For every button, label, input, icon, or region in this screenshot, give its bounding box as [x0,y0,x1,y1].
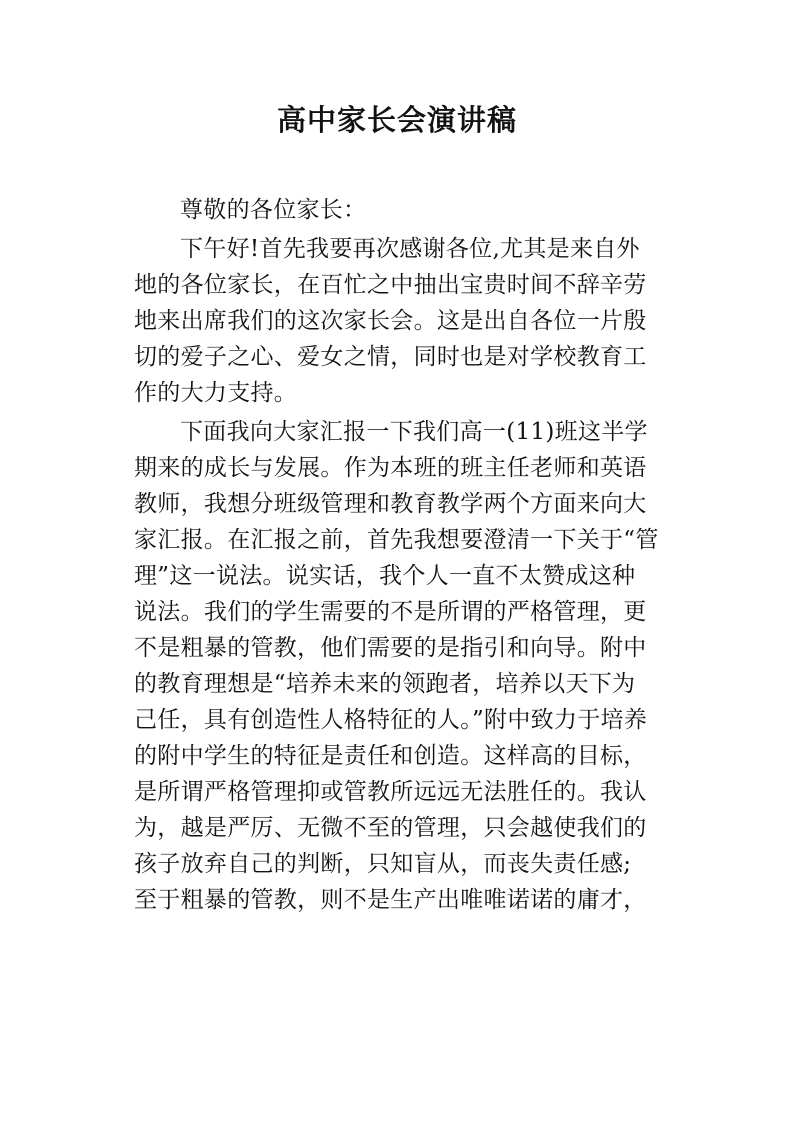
paragraph-2-line-2: 期来的成长与发展。作为本班的班主任老师和英语 [134,455,647,481]
paragraph-2-line-4: 家汇报。在汇报之前，首先我想要澄清一下关于“管 [134,527,659,553]
paragraph-2-line-14: 至于粗暴的管教，则不是生产出唯唯诺诺的庸才， [134,887,647,913]
paragraph-2-line-11: 是所谓严格管理抑或管教所远远无法胜任的。我认 [134,779,647,805]
paragraph-2-line-1: 下面我向大家汇报一下我们高一(11)班这半学 [180,419,648,445]
paragraph-1-line-4: 切的爱子之心、爱女之情，同时也是对学校教育工 [134,344,647,370]
paragraph-2-line-9: 己任，具有创造性人格特征的人。”附中致力于培养 [134,707,648,733]
paragraph-1-line-2: 地的各位家长，在百忙之中抽出宝贵时间不辞辛劳 [134,272,647,298]
salutation-line: 尊敬的各位家长： [180,197,367,223]
paragraph-2-line-10: 的附中学生的特征是责任和创造。这样高的目标， [134,743,647,769]
paragraph-2-line-13: 孩子放弃自己的判断，只知盲从，而丧失责任感; [134,851,632,877]
document-title: 高中家长会演讲稿 [276,103,517,137]
document-body [134,192,664,918]
paragraph-1-line-3: 地来出席我们的这次家长会。这是出自各位一片殷 [134,308,647,334]
paragraph-2-line-3: 教师，我想分班级管理和教育教学两个方面来向大 [134,491,647,517]
paragraph-2-line-5: 理”这一说法。说实话，我个人一直不太赞成这种 [134,563,636,589]
paragraph-1-line-1: 下午好!首先我要再次感谢各位,尤其是来自外 [180,236,640,262]
paragraph-2-line-7: 不是粗暴的管教，他们需要的是指引和向导。附中 [134,635,647,661]
paragraph-1-line-5: 作的大力支持。 [134,380,298,406]
paragraph-2-line-12: 为，越是严厉、无微不至的管理，只会越使我们的 [134,815,647,841]
paragraph-2-line-6: 说法。我们的学生需要的不是所谓的严格管理，更 [134,599,647,625]
paragraph-2-line-8: 的教育理想是“培养未来的领跑者，培养以天下为 [134,671,636,697]
